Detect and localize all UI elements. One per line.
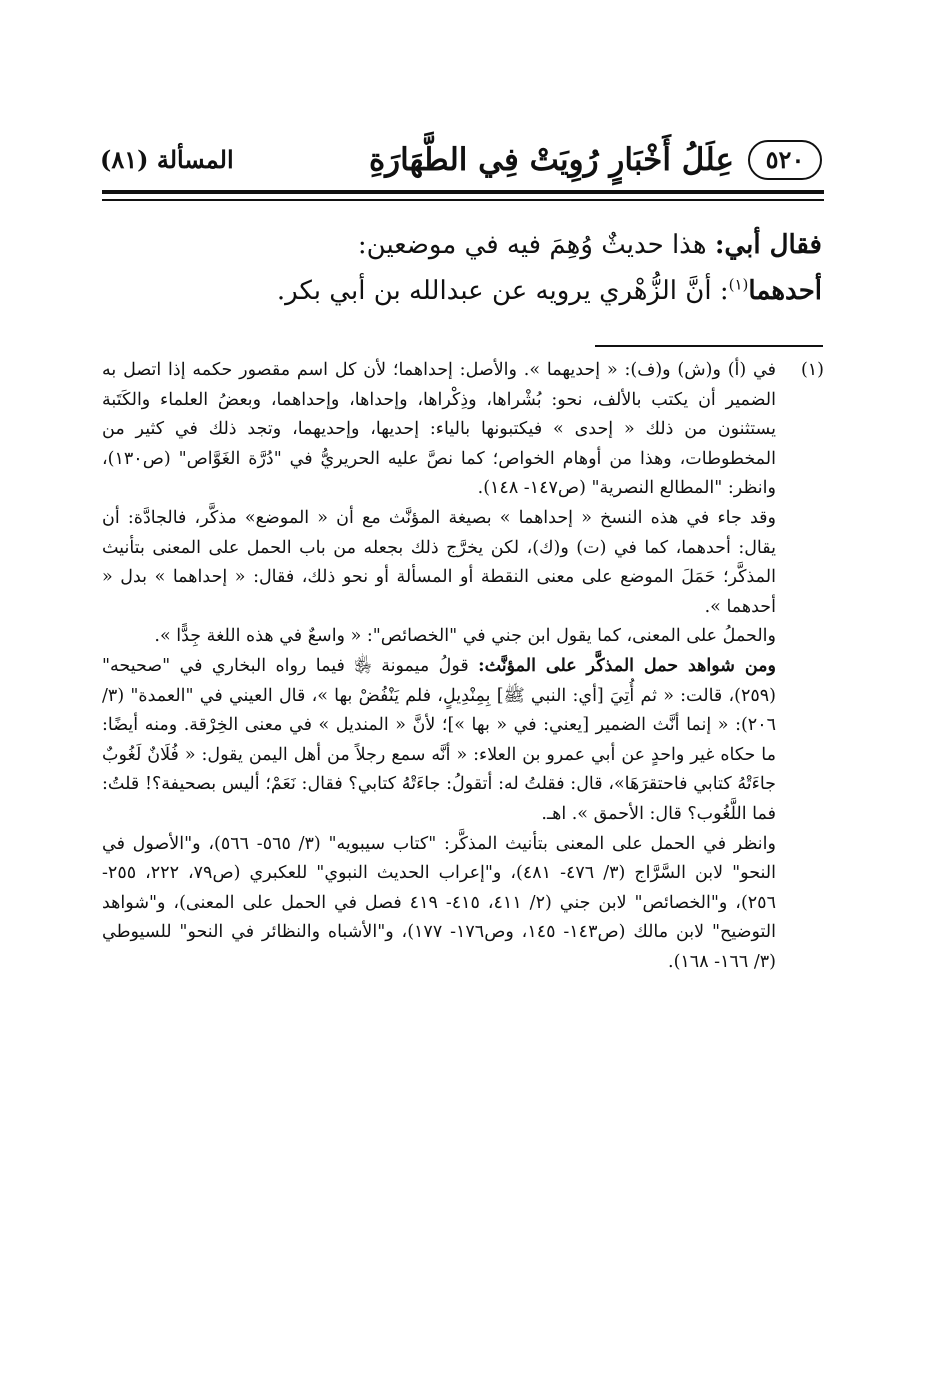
footnote-paragraph-lead: ومن شواهد حمل المذكَّر على المؤنَّث: [478,655,776,676]
footnote-marker: (١) [800,360,824,380]
book-title: عِلَلُ أَخْبَارٍ رُوِيَتْ فِي الطَّهَارَةِ [368,142,734,178]
header-rule-thick [102,190,824,194]
issue-label: المسألة (٨١) [100,145,234,174]
main-text [102,222,822,314]
footnote-paragraph: في (أ) و(ش) و(ف): « إحديهما ». والأصل: إحداهما؛ لأن كل اسم مقصور حكمه إذا اتصل به الضمير أن يكتب بالألف، نحو: بُشْراها، وذِكْراها، وإحداها، وإحداهما، وبعضُ العلماء والكَتَبة يستثنون من ذلك « إحدى » فيكتبونها بالياء: إحديها، وإحديهما، وتجد ذلك في كثير من المخطوطات، وهذا من أوهام الخواص؛ كما نصَّ عليه الحريريُّ في "دُرَّة الغَوَّاص" (ص١٣٠)، وانظر: "المطالع النصرية" (ص١٤٧- ١٤٨). [102,360,776,499]
footnote-reference[interactable]: (١) [728,275,749,294]
main-line-2-lead: أحدهما [748,276,822,306]
footnote [102,356,824,977]
footnote-body [102,356,776,977]
footnote-separator [595,345,823,347]
footnote-paragraph: وانظر في الحمل على المعنى بتأنيث المذكَّر: "كتاب سيبويه" (٣/ ٥٦٥- ٥٦٦)، و"الأصول في النحو" لابن السَّرَّاج (٣/ ٤٧٦- ٤٨١)، و"إعراب الحديث النبوي" للعكبري (ص٧٩، ٢٢٢، ٢٥٥- ٢٥٦)، و"الخصائص" لابن جني (٢/ ٤١١، ٤١٥- ٤١٩ فصل في الحمل على المعنى)، و"شواهد التوضيح" لابن مالك (ص١٤٣- ١٤٥، وص١٧٦- ١٧٧)، و"الأشباه والنظائر في النحو" للسيوطي (٣/ ١٦٦- ١٦٨). [102,833,776,972]
main-line-1-text: هذا حديثٌ وُهِمَ فيه في موضعين: [357,230,715,260]
main-line-2 [102,268,822,314]
page-header [100,138,822,188]
main-line-1-lead: فقال أبي: [714,230,822,260]
footnote-paragraph [102,652,776,830]
main-line-1 [102,222,822,268]
footnote-paragraph: والحملُ على المعنى، كما يقول ابن جني في "الخصائص": « واسعٌ في هذه اللغة جِدًّا ». [154,626,776,647]
main-line-2-text: : أنَّ الزُّهْري يرويه عن عبدالله بن أبي بكر. [276,276,729,306]
header-rule-thin [102,199,824,201]
footnote-paragraph: وقد جاء في هذه النسخ « إحداهما » بصيغة المؤنَّث مع أن « الموضع» مذكَّر، فالجادَّة: أن يقال: أحدهما، كما في (ت) و(ك)، لكن يخرَّج ذلك بجعله من باب الحمل على المعنى بتأنيث المذكَّر؛ حَمَلَ الموضع على معنى النقطة أو المسألة أو نحو ذلك، فقال: « إحداهما » بدل « أحدهما ». [102,507,776,617]
page-number: ٥٢٠ [748,140,822,180]
footnote-paragraph-text: قولُ ميمونة ﵂ فيما رواه البخاري في "صحيحه" (٢٥٩)، قالت: « ثم أُتِيَ [أي: النبي ﷺ] بِمِنْدِيلٍ، فلم يَنْفُضْ بها »، قال العيني في "العمدة" (٣/ ٢٠٦): « إنما أنَّث الضمير [يعني: في « بها »]؛ لأنَّ « المنديل » في معنى الخِرْقة. ومنه أيضًا: ما حكاه غير واحدٍ عن أبي عمرو بن العلاء: « أنَّه سمع رجلاً من أهل اليمن يقول: « فُلَانٌ لَغُوبٌ جاءَتْهُ كتابي فاحتقرَهَا»، قال: فقلتُ له: أتقولُ: جاءَتْهُ كتابي؟ فقال: نَعَمْ؛ أليس بصحيفة؟! قلتُ: فما اللَّغُوب؟ قال: الأحمق ». اهـ. [102,655,776,824]
